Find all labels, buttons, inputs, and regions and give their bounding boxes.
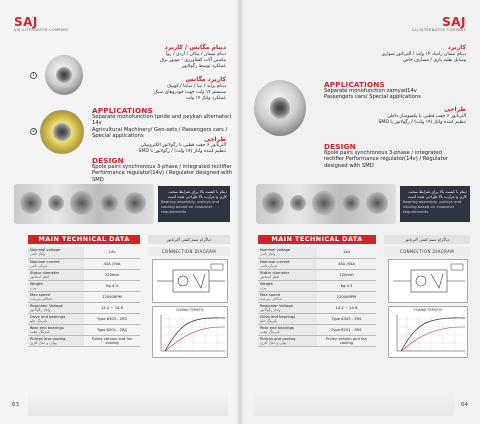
spec-value: 14v [84,247,140,258]
callout-box: دینام با کیفیت بالا برای شرایط سخت کاری و حرارت بالا طراحی شده است Bearing assembly, pulleys and cooling based on customer requirements [158,186,230,222]
spec-label: Regulator Voltage ولتاژ رگولاتور [258,302,317,313]
brand-logo: SAJ SAJ ALTERNATOR COMPANY [411,15,466,32]
section1-text: دینام نیسان / پیکان / آردی / روآ ماشین آلات کشاورزی - موتور برق عملکرد توسط رگولاتور [160,52,226,69]
spec-value: 14.2 ~ 14.8 [84,302,140,313]
spec-row [28,335,140,346]
spec-label: Nominal current جریان نامی [28,258,84,269]
design-fa-title: طراحی [204,136,226,143]
design-heading: DESIGN [324,142,356,151]
characteristic-chart: CHARACTERISTIC [388,306,468,358]
main-technical-data-bar: MAIN TECHNICAL DATA [28,235,140,244]
badge-1: 1 [30,72,37,79]
spec-row [28,280,140,291]
spec-value: 120mm [84,269,140,280]
spec-label: Stator diameter قطر استاتور [28,269,84,280]
footer-strip [28,394,228,416]
spec-row [258,302,376,313]
brand-logo: SAJ SAJ ALTERNATOR COMPANY [14,15,69,32]
design-fa-text: آلترناتور ۶ جفت قطبی با رگولاتور الکترونیکی تنظیم کننده ولتاژ (۱۴ ولت) / رگولاتور با SMD [138,143,226,154]
design-text: 6pole pairs synchronous 3-phase / integrated rectifier Performance regulator(14v) / Regulator designed with SMD [92,164,233,183]
spec-label: Stator diameter قطر استاتور [258,269,317,280]
spec-row [258,247,376,258]
section1-title: دینام مگانس / کاربرد [164,44,226,51]
diagram-bar-fa: دیاگرام سیم کشی آلترناتور [384,235,470,244]
connection-diagram-label: CONNECTION DIAGRAM [148,247,230,256]
section2-title: کاربرد مگانس [185,76,226,83]
spec-label: Rear end bearings بلبرینگ عقب [28,324,84,335]
spec-label: Regulator Voltage ولتاژ رگولاتور [28,302,84,313]
spec-value: 14v [317,247,376,258]
spec-row [258,335,376,346]
page-fold [236,0,244,424]
spec-value: Type 6201 - 2RS [84,324,140,335]
spec-label: Pulleys and cooling پولی و خنک کاری [258,335,317,346]
spec-value: Type 6303 - 2RS [317,313,376,324]
page-64 [240,0,480,424]
spec-row [258,258,376,269]
spec-label: Pulleys and cooling پولی و خنک کاری [28,335,84,346]
spec-label: Weight وزن [258,280,317,291]
section-title: کاربرد [447,44,466,51]
applications-text: Separate monofunction zamyad14v Passengers cars/ Special applications [324,88,421,101]
spec-row [28,313,140,324]
section-text: دینام نیسان زامیاد ۱۴ ولت / آلترناتور سواری وسایل نقلیه باری / مصارف خاص [381,52,466,63]
spec-value: Pulley version and fan cooling [317,335,376,346]
alternator-photo-1 [45,55,83,95]
spec-table [258,247,376,347]
spec-label: Nominal voltage ولتاژ نامی [258,247,317,258]
page-number: 64 [461,402,468,408]
spec-label: Drive end bearings بلبرینگ جلو [28,313,84,324]
design-fa-title: طراحی [444,106,466,113]
spec-row [28,247,140,258]
spec-row [258,324,376,335]
spec-row [258,291,376,302]
applications-heading: APPLICATIONS [324,80,385,89]
alternator-photo-2 [40,110,84,154]
diagram-bar-fa: دیاگرام سیم کشی آلترناتور [148,235,230,244]
spec-value: 12000RPM [84,291,140,302]
applications-text: Separate monofunction (pride and peykan alternator) 14v Agricultural Machinery/ Gen-sets / Passengers cars / Special applications [92,114,232,140]
callout-box: دینام با کیفیت بالا برای شرایط سخت کاری و حرارت بالا طراحی شده است Bearing assembly, pulleys and cooling based on customer requirements [400,186,470,222]
spec-row [28,291,140,302]
spec-value: Kg 4.3 [84,280,140,291]
spec-row [28,269,140,280]
design-heading: DESIGN [92,156,124,165]
spec-value: Type 6303 - 2RS [84,313,140,324]
spec-value: 12000RPM [317,291,376,302]
spec-value: 14.2 ~ 14.8 [317,302,376,313]
spec-row [28,302,140,313]
spec-label: Rear end bearings بلبرینگ عقب [258,324,317,335]
spec-value: Type 6201 - 2RS [317,324,376,335]
spec-row [28,258,140,269]
spec-table [28,247,140,347]
page-number: 63 [12,402,19,408]
exploded-view [14,184,154,224]
spec-value: 45A /55A [317,258,376,269]
spec-value: Kg 4.3 [317,280,376,291]
footer-strip [254,394,454,416]
badge-2: 2 [30,128,37,135]
characteristic-chart: CHARACTERISTIC [152,306,228,358]
spec-value: 45A /55A [84,258,140,269]
spec-label: Max speed حداکثر سرعت [258,291,317,302]
spec-row [28,324,140,335]
spec-label: Weight وزن [28,280,84,291]
connection-diagram-label: CONNECTION DIAGRAM [384,247,470,256]
spec-row [258,280,376,291]
exploded-view [256,184,396,224]
connection-diagram [152,259,228,303]
spec-label: Nominal current جریان نامی [258,258,317,269]
design-fa-text: آلترناتور ۶ جفت قطبی با یکسوساز داخلی تنظیم کننده ولتاژ (۱۴ ولت) / رگولاتور با SMD [378,114,466,125]
spec-value: Pulley version and fan cooling [84,335,140,346]
spec-label: Max speed حداکثر سرعت [28,291,84,302]
design-text: 6pole pairs synchronous 3-phase / integrated rectifier Performance regulator(14v) / Regulator designed with SMD [324,150,448,169]
spec-label: Drive end bearings بلبرینگ جلو [258,313,317,324]
spec-value: 120mm [317,269,376,280]
spec-label: Nominal voltage ولتاژ نامی [28,247,84,258]
connection-diagram [388,259,468,303]
spec-row [258,269,376,280]
applications-heading: APPLICATIONS [92,106,153,115]
alternator-photo [254,80,306,136]
section2-text: دینام پراید / تیبا / ساینا / کوییک سیستم ۱۴ ولت جهت خودروهای سبک عملکرد ولتاژ ۱۴ ولت [153,84,226,101]
spec-row [258,313,376,324]
main-technical-data-bar: MAIN TECHNICAL DATA [258,235,376,244]
